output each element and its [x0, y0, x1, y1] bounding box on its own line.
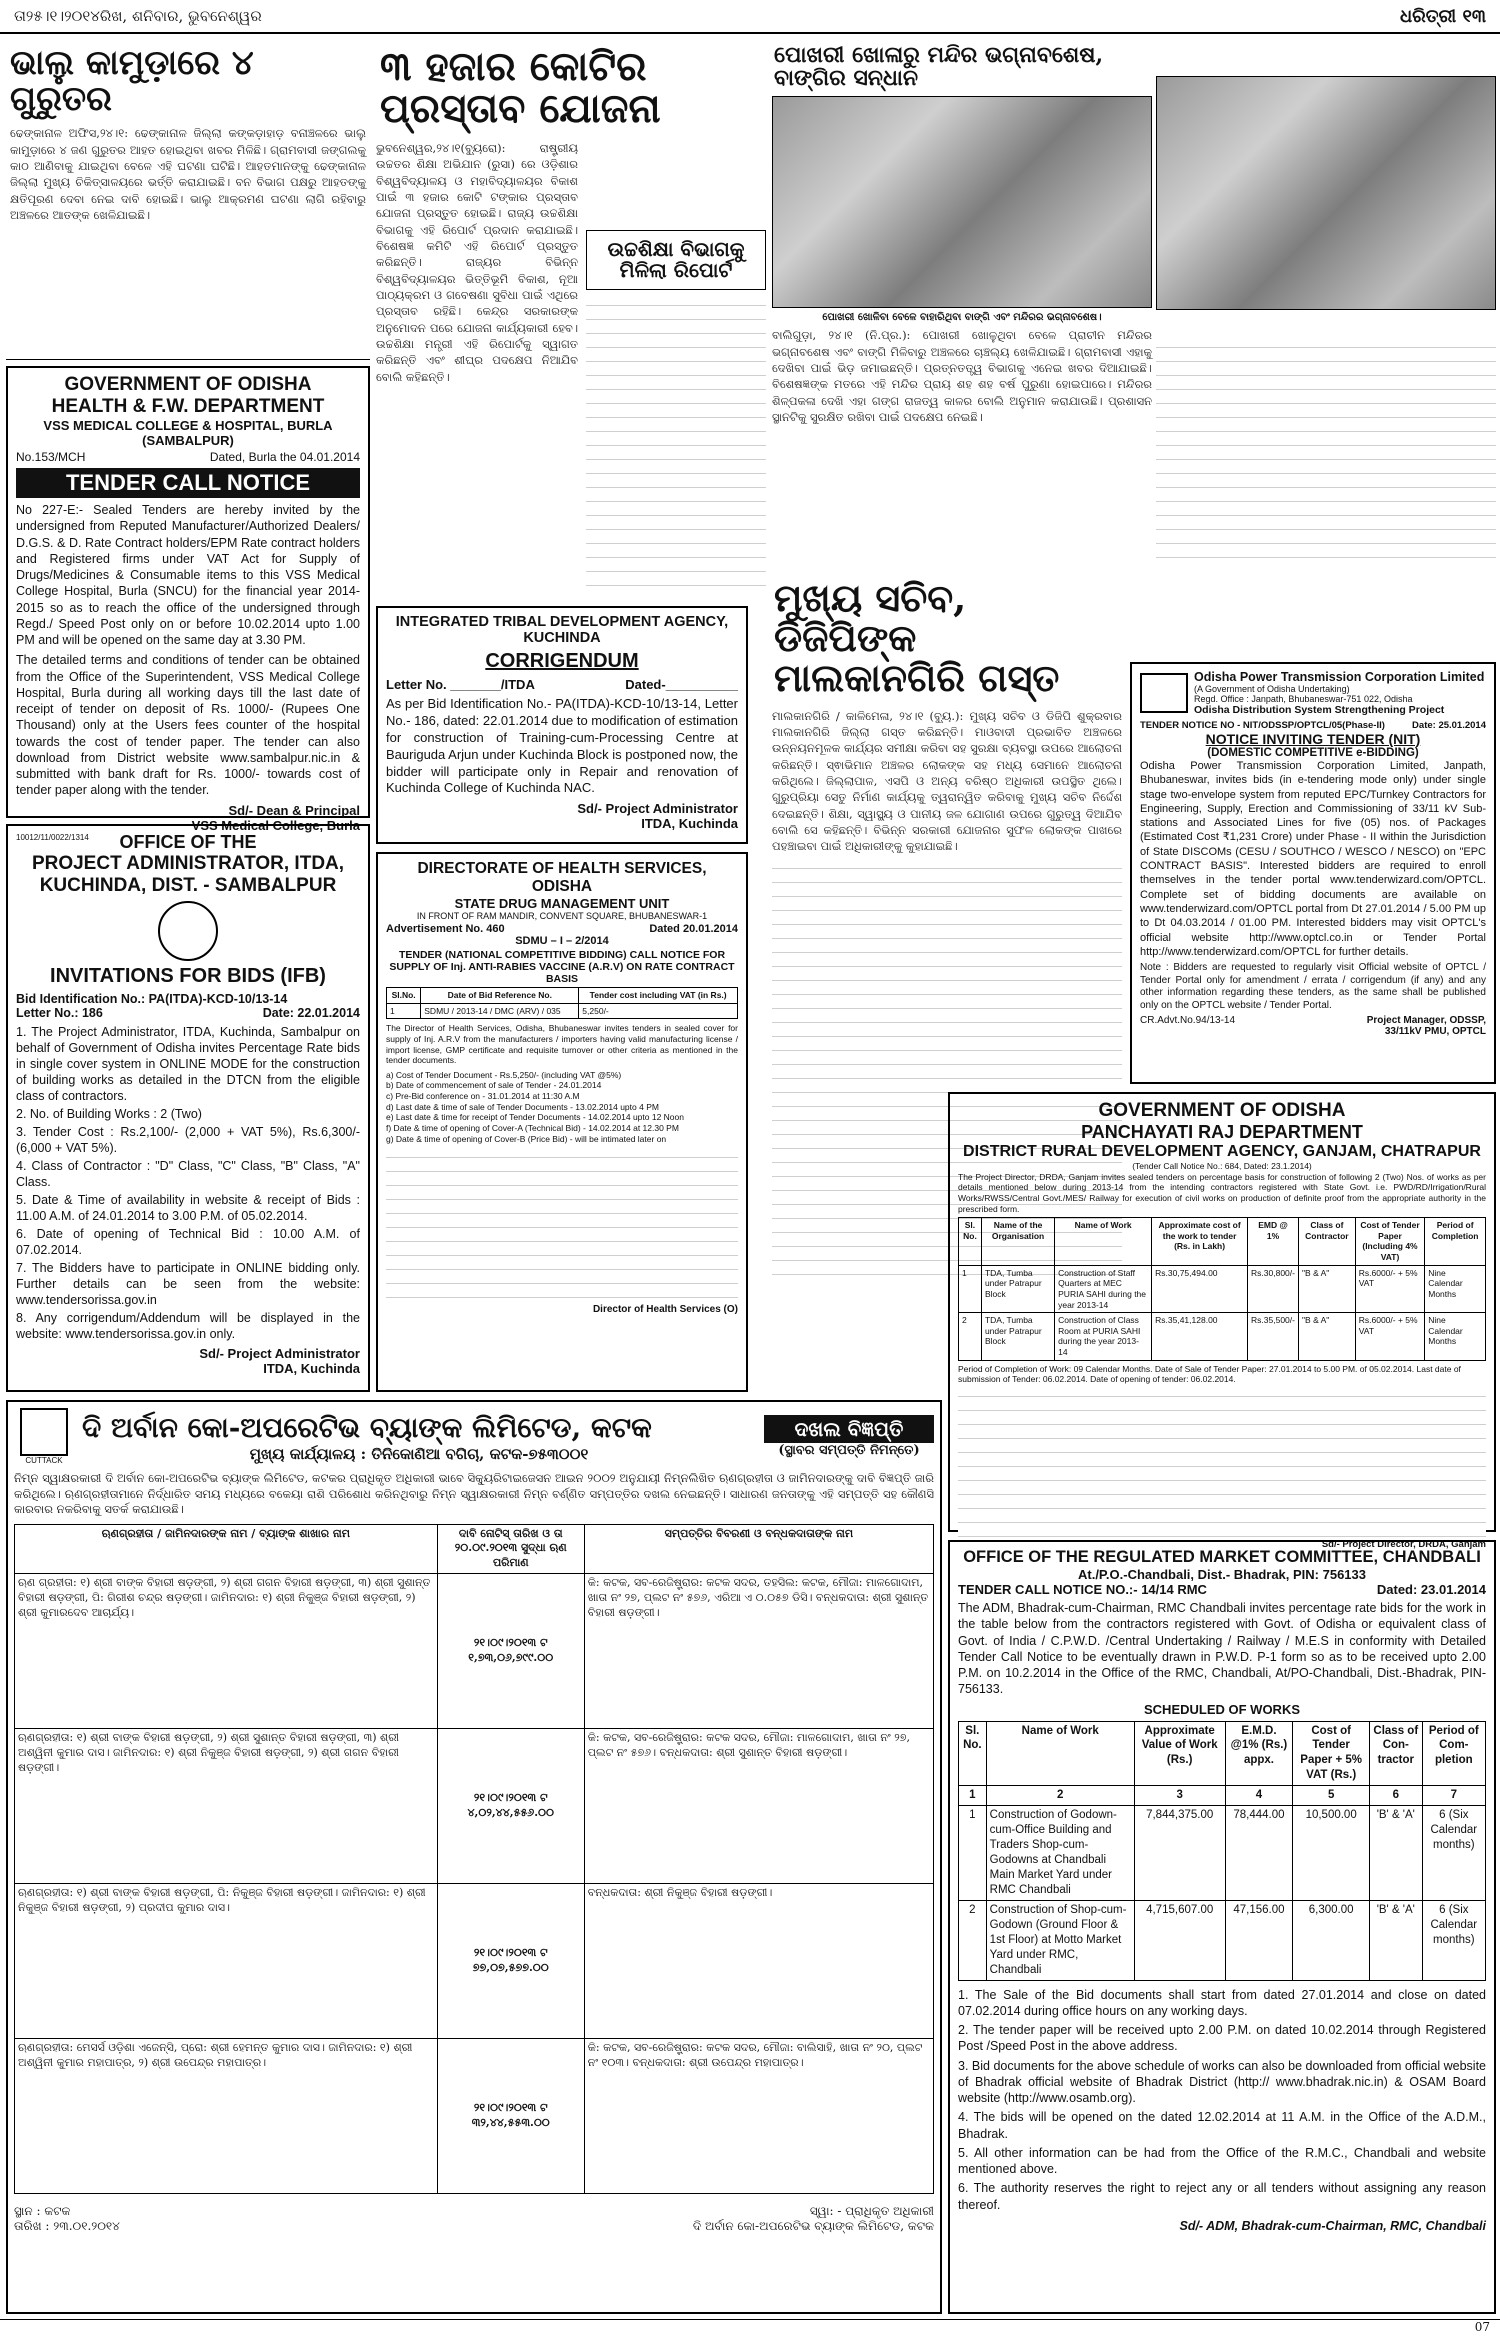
ad-rmc-chandbali: [948, 1540, 1496, 2314]
story-subhead: ଉଚ୍ଚଶିକ୍ଷା ବିଭାଗକୁ ମିଳିଲା ରିପୋର୍ଟ: [586, 230, 766, 290]
photo-caption: ପୋଖରୀ ଖୋଳିବା ବେଳେ ବାହାରିଥିବା ବାଙ୍ଗି ଏବଂ ମନ୍ଦିରର ଭଗ୍ନାବଶେଷ।: [822, 312, 1102, 324]
list-item: 7. The Bidders have to participate in ONLINE bidding only. Further details can be seen from the website: www.tendersorissa.gov.in: [16, 1261, 360, 1307]
story-rusa-plan: [376, 40, 766, 600]
table-cell: SDMU / 2013-14 / DMC (ARV) / 035: [421, 1003, 579, 1019]
ad-line: Regd. Office : Janpath, Bhubaneswar-751 022, Odisha: [1194, 694, 1413, 704]
table-header: Date of Bid Reference No.: [421, 988, 579, 1004]
table-header: Sl.No.: [387, 988, 421, 1004]
ad-note-list: [958, 1987, 1486, 2213]
list-item: d) Last date & time of sale of Tender Documents - 13.02.2014 upto 4 PM: [386, 1101, 659, 1112]
ad-line: HEALTH & F.W. DEPARTMENT: [51, 396, 325, 417]
bank-logo-icon: [20, 1408, 68, 1456]
table-header: 4: [1225, 1786, 1293, 1806]
text-filler: [1156, 340, 1496, 568]
table-cell: 78,444.00: [1225, 1806, 1293, 1901]
ad-optcl-nit: [1130, 662, 1496, 1084]
list-item: 1. The Sale of the Bid documents shall start from dated 27.01.2014 and close on dated 07.02.2014 during office hours on any working days.: [958, 1987, 1486, 2018]
list-item: 2. The tender paper will be received upto 2.00 P.M. on dated 10.02.2014 through Registered Post /Speed Post in the above address.: [958, 2023, 1486, 2054]
ad-number: TENDER NOTICE NO - NIT/ODSSP/OPTCL/05(Phase-II): [1140, 720, 1385, 731]
page-footer: [0, 2319, 1500, 2339]
table-cell: "B & A": [1299, 1265, 1356, 1313]
table-cell: 'B' & 'A': [1369, 1900, 1422, 1980]
story-body: ମାଲକାନଗିରି / କାଳିମେଳା, ୨୪।୧ (ବ୍ୟୁ.): ମୁଖ୍ୟ ସଚିବ ଓ ଡିଜିପି ଶୁକ୍ରବାର ମାଲକାନଗିରି ଜିଲ୍ଲା ଗସ୍ତ କରିଛନ୍ତି। ମାଓବାଦୀ ପ୍ରଭାବିତ ଅଞ୍ଚଳରେ ଉନ୍ନୟନମୂଳକ କାର୍ଯ୍ୟର ସମୀକ୍ଷା କରିବା ସହ ସୁରକ୍ଷା ବ୍ୟବସ୍ଥା ଉପରେ ଆଲୋଚନା କରିଛନ୍ତି। ସ୍ଵାଭିମାନ ଅଞ୍ଚଳର ଲୋକଙ୍କ ସହ ମଧ୍ୟ ସେମାନେ ଆଲୋଚନା କରିଥିଲେ। ଜିଲ୍ଲାପାଳ, ଏସପି ଓ ଅନ୍ୟ ବରିଷ୍ଠ ଅଧିକାରୀ ଉପସ୍ଥିତ ଥିଲେ। ଗୁରୁପ୍ରିୟା ସେତୁ ନିର୍ମାଣ କାର୍ଯ୍ୟକୁ ତ୍ୱରାନ୍ୱିତ କରିବାକୁ ମୁଖ୍ୟ ସଚିବ ନିର୍ଦ୍ଦେଶ ଦେଇଛନ୍ତି। ଶିକ୍ଷା, ସ୍ୱାସ୍ଥ୍ୟ ଓ ପାନୀୟ ଜଳ ଯୋଗାଣ ଉପରେ ଗୁରୁତ୍ୱ ଦିଆଯିବ ବୋଲି ସେ କହିଛନ୍ତି। ବିଭିନ୍ନ ସରକାରୀ ଯୋଜନାର ସୁଫଳ ଲୋକଙ୍କ ପାଖରେ ପହଞ୍ଚାଇବା ପାଇଁ ଅଧିକାରୀଙ୍କୁ କୁହାଯାଇଛି।: [772, 708, 1122, 854]
ruins-photo: [772, 96, 1152, 308]
table-cell: Rs.35,41,128.00: [1152, 1313, 1248, 1361]
ad-line: Odisha Distribution System Strengthening Project: [1194, 704, 1445, 716]
ad-line: At./P.O.-Chandbali, Dist.- Bhadrak, PIN: 756133: [1077, 1567, 1366, 1582]
list-item: 3. Tender Cost : Rs.2,100/- (2,000 + VAT 5%), Rs.6,300/- (6,000 + VAT 5%).: [16, 1125, 360, 1155]
table-cell: Rs.6000/- + 5% VAT: [1355, 1265, 1424, 1313]
table-cell: ୨୧।୦୯।୨୦୧୩ ଟ ୩୨,୪୪,୫୫୩.୦୦: [437, 2039, 584, 2194]
ad-section-title: SCHEDULED OF WORKS: [1144, 1701, 1300, 1717]
table-header: Name of Work: [1055, 1218, 1152, 1266]
story-body: ଢେଙ୍କାନାଳ ଅଫିସ,୨୪।୧: ଢେଙ୍କାନାଳ ଜିଲ୍ଲା କଙ୍କଡ଼ାହାଡ଼ ବନାଞ୍ଚଳରେ ଭାଲୁ କାମୁଡ଼ାରେ ୪ ଜଣ ଗୁରୁତର ଆହତ ହୋଇଥିବା ଖବର ମିଳିଛି। ଗ୍ରାମବାସୀ ଜଙ୍ଗଲକୁ କାଠ ଆଣିବାକୁ ଯାଇଥିବା ବେଳେ ଏହି ଘଟଣା ଘଟିଛି। ଆହତମାନଙ୍କୁ ଢେଙ୍କାନାଳ ଜିଲ୍ଲା ମୁଖ୍ୟ ଚିକିତ୍ସାଳୟରେ ଭର୍ତ୍ତି କରାଯାଇଛି। ବନ ବିଭାଗ ପକ୍ଷରୁ ଆହତଙ୍କୁ କ୍ଷତିପୂରଣ ଦେବା ନେଇ ଦାବି ହୋଇଛି। ଭାଲୁ ଆକ୍ରମଣ ଘଟଣା ଲାଗି ରହିବାରୁ ଅଞ୍ଚଳରେ ଆତଙ୍କ ଖେଳିଯାଇଛି।: [10, 126, 366, 223]
table-cell: ଋଣ ଗ୍ରହୀତା: ୧) ଶ୍ରୀ ବାଙ୍କ ବିହାରୀ ଷଡ଼ଙ୍ଗୀ, ୨) ଶ୍ରୀ ଗଗନ ବିହାରୀ ଷଡ଼ଙ୍ଗୀ, ୩) ଶ୍ରୀ ସୁଶାନ୍ତ ବିହାରୀ ଷଡ଼ଙ୍ଗୀ, ପି: ଗିରୀଶ ଚନ୍ଦ୍ର ଷଡ଼ଙ୍ଗୀ। ଜାମିନଦାର: ୧) ଶ୍ରୀ ନିକୁଞ୍ଜ ବିହାରୀ ଷଡ଼ଙ୍ଗୀ, ୨) ଶ୍ରୀ କୁମାରଦେବ ଆଚାର୍ଯ୍ୟ।: [15, 1574, 438, 1729]
ad-line: DIRECTORATE OF HEALTH SERVICES, ODISHA: [417, 860, 707, 895]
table-cell: TDA, Tumba under Patrapur Block: [981, 1313, 1054, 1361]
ad-tag-sub: (ସ୍ଥାବର ସମ୍ପତ୍ତି ନିମନ୍ତେ): [778, 1443, 920, 1458]
ad-letter: Letter No. _______/ITDA: [386, 677, 535, 692]
ad-notice-no: TENDER CALL NOTICE NO.:- 14/14 RMC: [958, 1582, 1207, 1597]
list-item: 3. Bid documents for the above schedule of works can also be downloaded from official website of Bhadrak official website of Bhadrak District (http:// www.bhadrak.nic.in) & OSAM Board website (http://www.osamb.org).: [958, 2058, 1486, 2105]
text-filler: [958, 1389, 1486, 1539]
table-cell: 7,844,375.00: [1134, 1806, 1225, 1901]
ad-signature: Sd/- Project Administrator: [577, 801, 738, 817]
ad-paragraph: The ADM, Bhadrak-cum-Chairman, RMC Chandbali invites percentage rate bids for the work in the table below from the contractors registered with Govt. of Odisha or equivalent class of Govt. of India / C.P.W.D. /Central Undertaking / Railway / M.E.S in conformity with Detailed Tender Call Notice to be eventually drawn in P.W.D. P-1 form so as to be received upto 2.00 P.M. on 10.2.2014 in the Office of the RMC, Chandbali, At/PO-Chandbali, Dist.-Bhadrak, PIN-756133.: [958, 1601, 1486, 1697]
table-cell: Rs.6000/- + 5% VAT: [1355, 1313, 1424, 1361]
list-item: 5. All other information can be had from the Office of the R.M.C., Chandbali and website mentioned above.: [958, 2145, 1486, 2176]
ad-office: ମୁଖ୍ୟ କାର୍ଯ୍ୟାଳୟ : ତିନିକୋଣିଆ ବଗିଚା, କଟକ-୭୫୩୦୦୧: [249, 1444, 589, 1463]
story-headline: ଭାଲୁ କାମୁଡ଼ାରେ ୪ ଗୁରୁତର: [10, 43, 254, 119]
table-cell: 4,715,607.00: [1134, 1900, 1225, 1980]
list-item: 8. Any corrigendum/Addendum will be displayed in the website: www.tendersorissa.gov.in only.: [16, 1311, 360, 1341]
optcl-logo-icon: [1140, 673, 1188, 713]
page-label: ଧରିତ୍ରୀ ୧୩: [1399, 5, 1486, 27]
list-item: f) Date & time of opening of Cover-A (Technical Bid) - 14.02.2014 at 12.30 PM: [386, 1122, 679, 1133]
table-cell: 2: [959, 1313, 982, 1361]
ad-title-bar: TENDER CALL NOTICE: [16, 468, 360, 498]
ad-itda-ifb: [6, 824, 370, 1392]
ad-paragraph: The detailed terms and conditions of tender can be obtained from the Office of the Superintendent, VSS Medical College Hospital, Burla during all working days till the last date of receipt of tender on deposit of Rs. 1000/- (Rupees One Thousand) only at the Users fees counter of the hospital towards the cost of tender paper. The tender can also download from District website www.sambalpur.nic.in & submitted with bank draft for Rs. 1000/- towards cost of tender paper along with the tender.: [16, 653, 360, 798]
ad-line: PANCHAYATI RAJ DEPARTMENT: [1081, 1122, 1363, 1142]
ad-paragraph: The Project Director, DRDA, Ganjam invites sealed tenders on percentage basis for construction of following 2 (Two) Nos. of works as per details mentioned below during 2013-14 from the intending contractors registered with State Govt. i.e. PWD/RD/Irrigation/Rural Works/RWSS/Central Govt./MES/ Railway for execution of civil works on production of definite proof from the appropriate authority in the prescribed form.: [958, 1171, 1486, 1214]
ad-line: KUCHINDA, DIST. - SAMBALPUR: [39, 875, 337, 896]
ad-subtitle: (DOMESTIC COMPETITIVE e-BIDDING): [1207, 747, 1419, 759]
table-row: [387, 1003, 738, 1019]
ad-line: Odisha Power Transmission Corporation Limited: [1194, 670, 1485, 684]
table-cell: Rs.30,800/-: [1248, 1265, 1299, 1313]
rmc-table: [958, 1721, 1486, 1981]
list-item: g) Date & time of opening of Cover-B (Price Bid) - will be intimated later on: [386, 1133, 667, 1144]
ad-signature: Sd/- Project Director, DRDA, Ganjam: [1321, 1538, 1486, 1550]
ad-paragraph: As per Bid Identification No.- PA(ITDA)-KCD-10/13-14, Letter No.- 186, dated: 22.01.2014 due to modification of estimation for construction of Training-cum-Processing Centre at Bauriguda Arjun under Kuchinda Block is postponed now, the bidder will participate only in Repair and renovation of Kuchinda College of Kuchinda NAC.: [386, 696, 738, 796]
table-header: Period of Com-pletion: [1422, 1721, 1485, 1786]
ad-dhs-tender: [376, 852, 748, 1392]
table-header: ଋଣଗ୍ରହୀତା / ଜାମିନଦାରଙ୍କ ନାମ / ବ୍ୟାଙ୍କ ଶାଖାର ନାମ: [15, 1524, 438, 1574]
ad-adv-no: CR.Advt.No.94/13-14: [1140, 1015, 1236, 1027]
drda-table: [958, 1217, 1486, 1361]
table-header: Tender cost including VAT (in Rs.): [579, 988, 738, 1004]
list-item: e) Last date & time for receipt of Tender Documents - 14.02.2014 upto 12 Noon: [386, 1112, 684, 1123]
table-cell: ଋଣଗ୍ରହୀତା: ୧) ଶ୍ରୀ ବାଙ୍କ ବିହାରୀ ଷଡ଼ଙ୍ଗୀ, ପି: ନିକୁଞ୍ଜ ବିହାରୀ ଷଡ଼ଙ୍ଗୀ। ଜାମିନଦାର: ୧) ଶ୍ରୀ ନିକୁଞ୍ଜ ବିହାରୀ ଷଡ଼ଙ୍ଗୀ, ୨) ପ୍ରଦୀପ କୁମାର ଦାସ।: [15, 1884, 438, 2039]
table-header: Approximate cost of the work to tender (Rs. in Lakh): [1152, 1218, 1248, 1266]
ad-signature: VSS Medical College, Burla: [191, 817, 360, 833]
date-line: ତା୨୫।୧।୨୦୧୪ରିଖ, ଶନିବାର, ଭୁବନେଶ୍ୱର: [14, 7, 262, 25]
story-headline: ୩ ହଜାର କୋଟିର ପ୍ରସ୍ତାବ ଯୋଜନା: [380, 43, 661, 132]
ad-notice-no: (Tender Call Notice No.: 684, Dated: 23.1.2014): [1132, 1161, 1312, 1171]
table-row: [959, 1265, 1486, 1313]
govt-emblem-icon: [158, 901, 218, 961]
ad-line: VSS MEDICAL COLLEGE & HOSPITAL, BURLA (SAMBALPUR): [43, 418, 333, 448]
ad-bid-id: Bid Identification No.: PA(ITDA)-KCD-10/13-14: [16, 992, 288, 1006]
ad-signature: Sd/- Dean & Principal: [228, 802, 360, 818]
story-temple-ruins: [772, 40, 1152, 570]
ad-line: GOVERNMENT OF ODISHA: [64, 374, 312, 395]
table-cell: 47,156.00: [1225, 1900, 1293, 1980]
table-cell: କି: କଟକ, ସବ-ରେଜିଷ୍ଟ୍ରାର: କଟକ ସଦର, ମୌଜା: ବାଲିସାହି, ଖାତା ନଂ ୨୦, ପ୍ଲଟ ନଂ ୧୦୩। ବନ୍ଧକଦାତା: ଶ୍ରୀ ଉପେନ୍ଦ୍ର ମହାପାତ୍ର।: [584, 2039, 933, 2194]
table-row: [15, 1729, 934, 1884]
masthead: [0, 0, 1500, 34]
text-filler: [586, 298, 766, 598]
ad-sdmu: SDMU – I – 2/2014: [515, 935, 609, 947]
ad-number: No.153/MCH: [16, 450, 86, 464]
ad-drda-ganjam: [948, 1092, 1496, 1550]
ad-line: INTEGRATED TRIBAL DEVELOPMENT AGENCY, KUCHINDA: [395, 614, 729, 646]
ad-line: (A Government of Odisha Undertaking): [1194, 684, 1350, 694]
table-cell: Construction of Godown-cum-Office Building and Traders Shop-cum-Godowns at Chandbali Main Market Yard under RMC Chandbali: [986, 1806, 1134, 1901]
ad-signature: Sd/- ADM, Bhadrak-cum-Chairman, RMC, Chandbali: [1179, 2218, 1486, 2233]
table-header: ସମ୍ପତ୍ତିର ବିବରଣୀ ଓ ବନ୍ଧକଦାତାଙ୍କ ନାମ: [584, 1524, 933, 1574]
list-item: c) Pre-Bid conference on - 31.01.2014 at 11:30 A.M: [386, 1091, 580, 1101]
table-header: 7: [1422, 1786, 1485, 1806]
list-item: 6. Date of opening of Technical Bid : 10.00 A.M. of 07.02.2014.: [16, 1227, 360, 1257]
ad-itda-corrigendum: [376, 606, 748, 844]
ad-date: ତାରିଖ : ୨୩.୦୧.୨୦୧୪: [14, 2219, 120, 2234]
table-cell: ଋଣଗ୍ରହୀତା: ମେସର୍ସ ଓଡ଼ିଶା ଏଜେନ୍ସି, ପ୍ରୋ: ଶ୍ରୀ ହେମନ୍ତ କୁମାର ଦାସ। ଜାମିନଦାର: ୧) ଶ୍ରୀ ଅଶ୍ୱିନୀ କୁମାର ମହାପାତ୍ର, ୨) ଶ୍ରୀ ଉପେନ୍ଦ୍ର ମହାପାତ୍ର।: [15, 2039, 438, 2194]
text-filler: [386, 1150, 738, 1300]
ad-date: Dated 20.01.2014: [649, 923, 738, 935]
ad-line: OFFICE OF THE REGULATED MARKET COMMITTEE, CHANDBALI: [963, 1548, 1481, 1566]
ad-paragraph: The Director of Health Services, Odisha, Bhubaneswar invites tenders in sealed cover for supply of Inj. A.R.V from the manufacturers / importers having valid manufacturing license / import license, GMP certificate and requisite turnover or other criteria as mentioned in the tender documents.: [386, 1023, 738, 1066]
table-cell: କି: କଟକ, ସବ-ରେଜିଷ୍ଟ୍ରାର: କଟକ ସଦର, ମୌଜା: ମାଳଗୋଦାମ, ଖାତା ନଂ ୨୭, ପ୍ଲଟ ନଂ ୫୭୬। ବନ୍ଧକଦାତା: ଶ୍ରୀ ସୁଶାନ୍ତ ବିହାରୀ ଷଡ଼ଙ୍ଗୀ।: [584, 1729, 933, 1884]
ad-title: TENDER (NATIONAL COMPETITIVE BIDDING) CALL NOTICE FOR SUPPLY OF Inj. ANTI-RABIES VACCINE (A.R.V) ON RATE CONTRACT BASIS: [389, 949, 735, 985]
ad-signature: ITDA, Kuchinda: [263, 1361, 360, 1376]
table-row: [959, 1900, 1486, 1980]
table-cell: TDA, Tumba under Patrapur Block: [981, 1265, 1054, 1313]
dhs-table: [386, 987, 738, 1019]
table-header: Class of Contractor: [1299, 1218, 1356, 1266]
table-header: Class of Con-tractor: [1369, 1721, 1422, 1786]
list-item: a) Cost of Tender Document - Rs.5,250/- (including VAT @5%): [386, 1069, 622, 1080]
table-cell: Nine Calendar Months: [1425, 1313, 1486, 1361]
ad-paragraph: No 227-E:- Sealed Tenders are hereby invited by the undersigned from Reputed Manufacturer/Authorized Dealers/ D.G.S. & D. Rate Contract holders/EPM Rate contract holders and Registered firms under VAT Act for Supply of Drugs/Medicines & Consumable items to this VSS Medical College Hospital, Burla (SNCU) for the financial year 2014-2015 so as to reach the office of the undersigned through Regd./ Speed Post only on or before 10.02.2014 upto 1.00 PM and will be opened on the same day at 3.30 PM.: [16, 503, 360, 647]
list-item: 1. The Project Administrator, ITDA, Kuchinda, Sambalpur on behalf of Government of Odisha invites Percentage Rate bids in single cover system in ONLINE MODE for the construction of building works as detailed in the DTCN from the eligible class of contractors.: [16, 1025, 360, 1103]
table-header: ଦାବି ନୋଟିସ୍ ତାରିଖ ଓ ତା ୨୦.୦୯.୨୦୧୩ ସୁଦ୍ଧା ଋଣ ପରିମାଣ: [437, 1524, 584, 1574]
ad-date: Dated: 23.01.2014: [1376, 1582, 1486, 1597]
table-header: Period of Completion: [1425, 1218, 1486, 1266]
table-header: EMD @ 1%: [1248, 1218, 1299, 1266]
ad-line: DISTRICT RURAL DEVELOPMENT AGENCY, GANJAM, CHATRAPUR: [963, 1143, 1481, 1160]
ad-paragraph: Odisha Power Transmission Corporation Limited, Janpath, Bhubaneswar, invites bids (in e-tendering mode only) under single stage two-envelope system from reputed EPC/Turnkey Contractors for Engineering, Supply, Erection and Commissioning of 33/11 kV Sub-stations and Associated Lines for five (05) nos. of Packages (Estimated Cost ₹1,231 Crore) under Phase - II within the Jurisdiction of State DISCOMs (CESU / SOUTHCO / WESCO / NESCO) on "EPC CONTRACT BASIS". Interested bidders are required to enroll themselves in the tender portal www.tenderwizard.com/OPTCL. Complete set of bidding documents are available on www.tenderwizard.com/OPTCL portal from Dt 27.01.2014 / 5.00 PM up to Dt 04.03.2014 / 01.00 PM. Interested bidders may visit OPTCL's official website http://www.optcl.co.in or Tender Portal http://www.tenderwizard.com/OPTCL for further details.: [1140, 760, 1486, 958]
list-item: 4. Class of Contractor : "D" Class, "C" Class, "B" Class, "A" Class.: [16, 1159, 360, 1189]
list-item: 4. The bids will be opened on the dated 12.02.2014 at 11 A.M. in the Office of the A.D.M., Bhadrak.: [958, 2110, 1486, 2141]
table-cell: 10,500.00: [1293, 1806, 1370, 1901]
ad-signature: ITDA, Kuchinda: [641, 816, 738, 832]
ad-detail-list: [386, 1070, 738, 1144]
ad-date: Dated, Burla the 04.01.2014: [209, 450, 360, 464]
ad-place: ସ୍ଥାନ : କଟକ: [14, 2204, 71, 2219]
table-cell: ୨୧।୦୯।୨୦୧୩ ଟ ୭୭,୦୭,୫୭୭.୦୦: [437, 1884, 584, 2039]
table-row: [15, 2039, 934, 2194]
ad-date: Date: 25.01.2014: [1412, 720, 1486, 731]
ad-date: Dated-__________: [625, 677, 738, 692]
table-header: Approximate Value of Work (Rs.): [1134, 1721, 1225, 1786]
table-header: Name of the Organisation: [981, 1218, 1054, 1266]
table-cell: 1: [959, 1265, 982, 1313]
table-cell: 6 (Six Calendar months): [1422, 1806, 1485, 1901]
list-item: 6. The authority reserves the right to reject any or all tenders without assigning any reason thereof.: [958, 2181, 1486, 2212]
ad-title: INVITATIONS FOR BIDS (IFB): [50, 965, 326, 987]
ad-urban-coop-bank: [6, 1400, 942, 2314]
ad-signature: ଦି ଅର୍ବାନ କୋ-ଅପରେଟିଭ ବ୍ୟାଙ୍କ ଲିମିଟେଡ, କଟକ: [692, 2219, 934, 2234]
ad-paragraph: ନିମ୍ନ ସ୍ୱାକ୍ଷରକାରୀ ଦି ଅର୍ବାନ କୋ-ଅପରେଟିଭ ବ୍ୟାଙ୍କ ଲିମିଟେଡ, କଟକର ପ୍ରାଧିକୃତ ଅଧିକାରୀ ଭାବେ ସିକ୍ୟୁରିଟାଇଜେସନ ଆଇନ ୨୦୦୨ ଅନୁଯାୟୀ ନିମ୍ନଲିଖିତ ଋଣଗ୍ରହୀତା ଓ ଜାମିନଦାରଙ୍କୁ ଦାବି ବିଜ୍ଞପ୍ତି ଜାରି କରିଥିଲେ। ଋଣଗ୍ରହୀତାମାନେ ନିର୍ଦ୍ଧାରିତ ସମୟ ମଧ୍ୟରେ ବକେୟା ରାଶି ପରିଶୋଧ କରିନଥିବାରୁ ନିମ୍ନ ସ୍ୱାକ୍ଷରକାରୀ ନିମ୍ନ ବର୍ଣ୍ଣିତ ସମ୍ପତ୍ତିର ଦଖଲ ନେଇଛନ୍ତି। ସାଧାରଣ ଜନତାଙ୍କୁ ଏହି ସମ୍ପତ୍ତି ସହ କୌଣସି କାରବାର ନକରିବାକୁ ସତର୍କ କରାଯାଉଛି।: [14, 1471, 934, 1517]
table-cell: କି: କଟକ, ସବ-ରେଜିଷ୍ଟ୍ରାର: କଟକ ସଦର, ତହସିଲ: କଟକ, ମୌଜା: ମାଳଗୋଦାମ, ଖାତା ନଂ ୨୭, ପ୍ଲଟ ନଂ ୫୭୬, ଏରିଆ ଏ ୦.୦୫୭ ଡିସି। ବନ୍ଧକଦାତା: ଶ୍ରୀ ସୁଶାନ୍ତ ବିହାରୀ ଷଡ଼ଙ୍ଗୀ।: [584, 1574, 933, 1729]
ad-note: Note : Bidders are requested to regularly visit Official website of OPTCL / Tender Portal only for amendment / errata / corrigendum (if any) and any other information regarding these tenders, as the same shall be published only on the OPTCL website / Tender Portal.: [1140, 962, 1486, 1011]
ad-signature: Director of Health Services (O): [592, 1304, 738, 1316]
table-header: Cost of Tender Paper (Including 4% VAT): [1355, 1218, 1424, 1266]
table-cell: ୨୧।୦୯।୨୦୧୩ ଟ ୧,୭୩,୦୬,୭୯୯.୦୦: [437, 1574, 584, 1729]
ad-line: IN FRONT OF RAM MANDIR, CONVENT SQUARE, BHUBANESWAR-1: [416, 911, 708, 921]
page-number: 07: [1474, 2320, 1490, 2334]
table-header: Cost of Tender Paper + 5% VAT (Rs.): [1293, 1721, 1370, 1786]
table-header: 5: [1293, 1786, 1370, 1806]
table-header: 6: [1369, 1786, 1422, 1806]
ad-title: NOTICE INVITING TENDER (NIT): [1205, 731, 1421, 747]
table-cell: 'B' & 'A': [1369, 1806, 1422, 1901]
ad-item-list: [16, 1024, 360, 1342]
bank-table: [14, 1524, 934, 2195]
ruins-photo-2: [1156, 76, 1496, 310]
story-headline: ପୋଖରୀ ଖୋଳାରୁ ମନ୍ଦିର ଭଗ୍ନାବଶେଷ, ବାଙ୍ଗିର ସନ୍ଧାନ: [774, 42, 1104, 92]
table-header: Sl. No.: [959, 1218, 982, 1266]
table-cell: Rs.30,75,494.00: [1152, 1265, 1248, 1313]
table-cell: 5,250/-: [579, 1003, 738, 1019]
ad-letter: Letter No.: 186: [16, 1006, 103, 1020]
table-cell: 2: [959, 1900, 987, 1980]
table-header: 3: [1134, 1786, 1225, 1806]
ad-signature: Sd/- Project Administrator: [199, 1346, 360, 1361]
table-cell: Construction of Staff Quarters at MEC PURIA SAHI during the year 2013-14: [1055, 1265, 1152, 1313]
table-row: [959, 1806, 1486, 1901]
table-cell: Construction of Class Room at PURIA SAHI during the year 2013-14: [1055, 1313, 1152, 1361]
ad-title: CORRIGENDUM: [485, 650, 639, 672]
table-header: 2: [986, 1786, 1134, 1806]
table-row: [15, 1574, 934, 1729]
table-cell: Rs.35,500/-: [1248, 1313, 1299, 1361]
ad-number: Advertisement No. 460: [386, 923, 505, 935]
ad-vss-tender: [6, 366, 370, 842]
table-cell: ବନ୍ଧକଦାତା: ଶ୍ରୀ ନିକୁଞ୍ଜ ବିହାରୀ ଷଡ଼ଙ୍ଗୀ।: [584, 1884, 933, 2039]
ad-line: GOVERNMENT OF ODISHA: [1098, 1100, 1346, 1121]
table-cell: Nine Calendar Months: [1425, 1265, 1486, 1313]
table-header: Sl. No.: [959, 1721, 987, 1786]
list-item: 2. No. of Building Works : 2 (Two): [16, 1107, 202, 1121]
table-cell: 6 (Six Calendar months): [1422, 1900, 1485, 1980]
ad-title: ଦି ଅର୍ବାନ କୋ-ଅପରେଟିଭ ବ୍ୟାଙ୍କ ଲିମିଟେଡ, କଟକ: [82, 1410, 652, 1444]
ad-line: PROJECT ADMINISTRATOR, ITDA,: [31, 853, 345, 874]
table-cell: ୨୧।୦୯।୨୦୧୩ ଟ ୪,୦୨,୪୪,୫୫୬.୦୦: [437, 1729, 584, 1884]
bank-logo-label: CUTTACK: [25, 1456, 63, 1465]
ad-ref: 10012/11/0022/1314: [16, 832, 89, 842]
table-cell: 6,300.00: [1293, 1900, 1370, 1980]
table-row: [959, 1313, 1486, 1361]
list-item: 5. Date & Time of availability in website & receipt of Bids : 11.00 A.M. of 24.01.2014 to 3.00 P.M. of 05.02.2014.: [16, 1193, 360, 1223]
table-cell: "B & A": [1299, 1313, 1356, 1361]
ad-signature: 33/11kV PMU, OPTCL: [1384, 1026, 1486, 1038]
story-headline: ମୁଖ୍ୟ ସଚିବ, ଡିଜିପିଙ୍କ ମାଲକାନଗିରି ଗସ୍ତ: [774, 575, 1060, 700]
table-header: E.M.D. @1% (Rs.) appx.: [1225, 1721, 1293, 1786]
story-body: ଭୁବନେଶ୍ୱର,୨୪।୧(ବ୍ୟୁରୋ): ରାଷ୍ଟ୍ରୀୟ ଉଚ୍ଚତର ଶିକ୍ଷା ଅଭିଯାନ (ରୁସା) ରେ ଓଡ଼ିଶାର ବିଶ୍ୱବିଦ୍ୟାଳୟ ଓ ମହାବିଦ୍ୟାଳୟର ବିକାଶ ପାଇଁ ୩ ହଜାର କୋଟି ଟଙ୍କାର ପ୍ରସ୍ତାବ ଯୋଜନା ପ୍ରସ୍ତୁତ ହୋଇଛି। ରାଜ୍ୟ ଉଚ୍ଚଶିକ୍ଷା ବିଭାଗକୁ ଏହି ରିପୋର୍ଟ ପ୍ରଦାନ କରାଯାଇଛି। ବିଶେଷଜ୍ଞ କମିଟି ଏହି ରିପୋର୍ଟ ପ୍ରସ୍ତୁତ କରିଛନ୍ତି। ରାଜ୍ୟର ବିଭିନ୍ନ ବିଶ୍ୱବିଦ୍ୟାଳୟର ଭିତ୍ତିଭୂମି ବିକାଶ, ନୂଆ ପାଠ୍ୟକ୍ରମ ଓ ଗବେଷଣା ସୁବିଧା ପାଇଁ ଏଥିରେ ପ୍ରସ୍ତାବ ରହିଛି। କେନ୍ଦ୍ର ସରକାରଙ୍କ ଅନୁମୋଦନ ପରେ ଯୋଜନା କାର୍ଯ୍ୟକାରୀ ହେବ। ଉଚ୍ଚଶିକ୍ଷା ମନ୍ତ୍ରୀ ଏହି ରିପୋର୍ଟକୁ ସ୍ୱାଗତ କରିଛନ୍ତି ଏବଂ ଶୀଘ୍ର ପଦକ୍ଷେପ ନିଆଯିବ ବୋଲି କହିଛନ୍ତି।: [376, 141, 578, 384]
table-cell: 1: [959, 1806, 987, 1901]
ad-line: STATE DRUG MANAGEMENT UNIT: [454, 896, 670, 911]
ad-signature: ସ୍ୱା: - ପ୍ରାଧିକୃତ ଅଧିକାରୀ: [809, 2204, 934, 2219]
table-header: Name of Work: [986, 1721, 1134, 1786]
ad-tail: Period of Completion of Work: 09 Calendar Months. Date of Sale of Tender Paper: 27.01.2014 to 5.00 PM. of 05.02.2014. Last date of submission of Tender: 06.02.2014. Date of opening of tender: 06.02.2014.: [958, 1363, 1461, 1385]
table-header: 1: [959, 1786, 987, 1806]
table-row: [15, 1884, 934, 2039]
ad-signature: Project Manager, ODSSP,: [1366, 1015, 1486, 1027]
list-item: b) Date of commencement of sale of Tender - 24.01.2014: [386, 1080, 602, 1091]
table-cell: 1: [387, 1003, 421, 1019]
table-cell: ଋଣଗ୍ରହୀତା: ୧) ଶ୍ରୀ ବାଙ୍କ ବିହାରୀ ଷଡ଼ଙ୍ଗୀ, ୨) ଶ୍ରୀ ସୁଶାନ୍ତ ବିହାରୀ ଷଡ଼ଙ୍ଗୀ, ୩) ଶ୍ରୀ ଅଶ୍ୱିନୀ କୁମାର ଦାସ। ଜାମିନଦାର: ୧) ଶ୍ରୀ ନିକୁଞ୍ଜ ବିହାରୀ ଷଡ଼ଙ୍ଗୀ, ୨) ଶ୍ରୀ ଗଗନ ବିହାରୀ ଷଡ଼ଙ୍ଗୀ।: [15, 1729, 438, 1884]
story-bear-attack: [6, 40, 370, 360]
ad-tag: ଦଖଲ ବିଜ୍ଞପ୍ତି: [764, 1415, 934, 1443]
story-body: ବାଲିଗୁଡ଼ା, ୨୪।୧ (ନି.ପ୍ର.): ପୋଖରୀ ଖୋଳୁଥିବା ବେଳେ ପ୍ରାଚୀନ ମନ୍ଦିରର ଭଗ୍ନାବଶେଷ ଏବଂ ବାଙ୍ଗି ମିଳିବାରୁ ଅଞ୍ଚଳରେ ଚାଞ୍ଚଲ୍ୟ ଖେଳିଯାଇଛି। ଗ୍ରାମବାସୀ ଏହାକୁ ଦେଖିବା ପାଇଁ ଭିଡ଼ ଜମାଇଛନ୍ତି। ପ୍ରତ୍ନତତ୍ତ୍ୱ ବିଭାଗକୁ ଏନେଇ ଖବର ଦିଆଯାଇଛି। ବିଶେଷଜ୍ଞଙ୍କ ମତରେ ଏହି ମନ୍ଦିର ପ୍ରାୟ ଶହ ଶହ ବର୍ଷ ପୁରୁଣା ହୋଇପାରେ। ମନ୍ଦିରର ଶିଳ୍ପକଳା ଦେଖି ଏହା ଗଙ୍ଗ ରାଜତ୍ୱ କାଳର ବୋଲି ଅନୁମାନ କରାଯାଉଛି। ପ୍ରଶାସନ ସ୍ଥାନଟିକୁ ସୁରକ୍ଷିତ ରଖିବା ପାଇଁ ପଦକ୍ଷେପ ନେଇଛି।: [772, 328, 1152, 424]
ad-date: Date: 22.01.2014: [262, 1006, 360, 1020]
table-cell: Construction of Shop-cum-Godown (Ground Floor & 1st Floor) at Motto Market Yard under RMC, Chandbali: [986, 1900, 1134, 1980]
ad-line: OFFICE OF THE: [119, 832, 257, 852]
